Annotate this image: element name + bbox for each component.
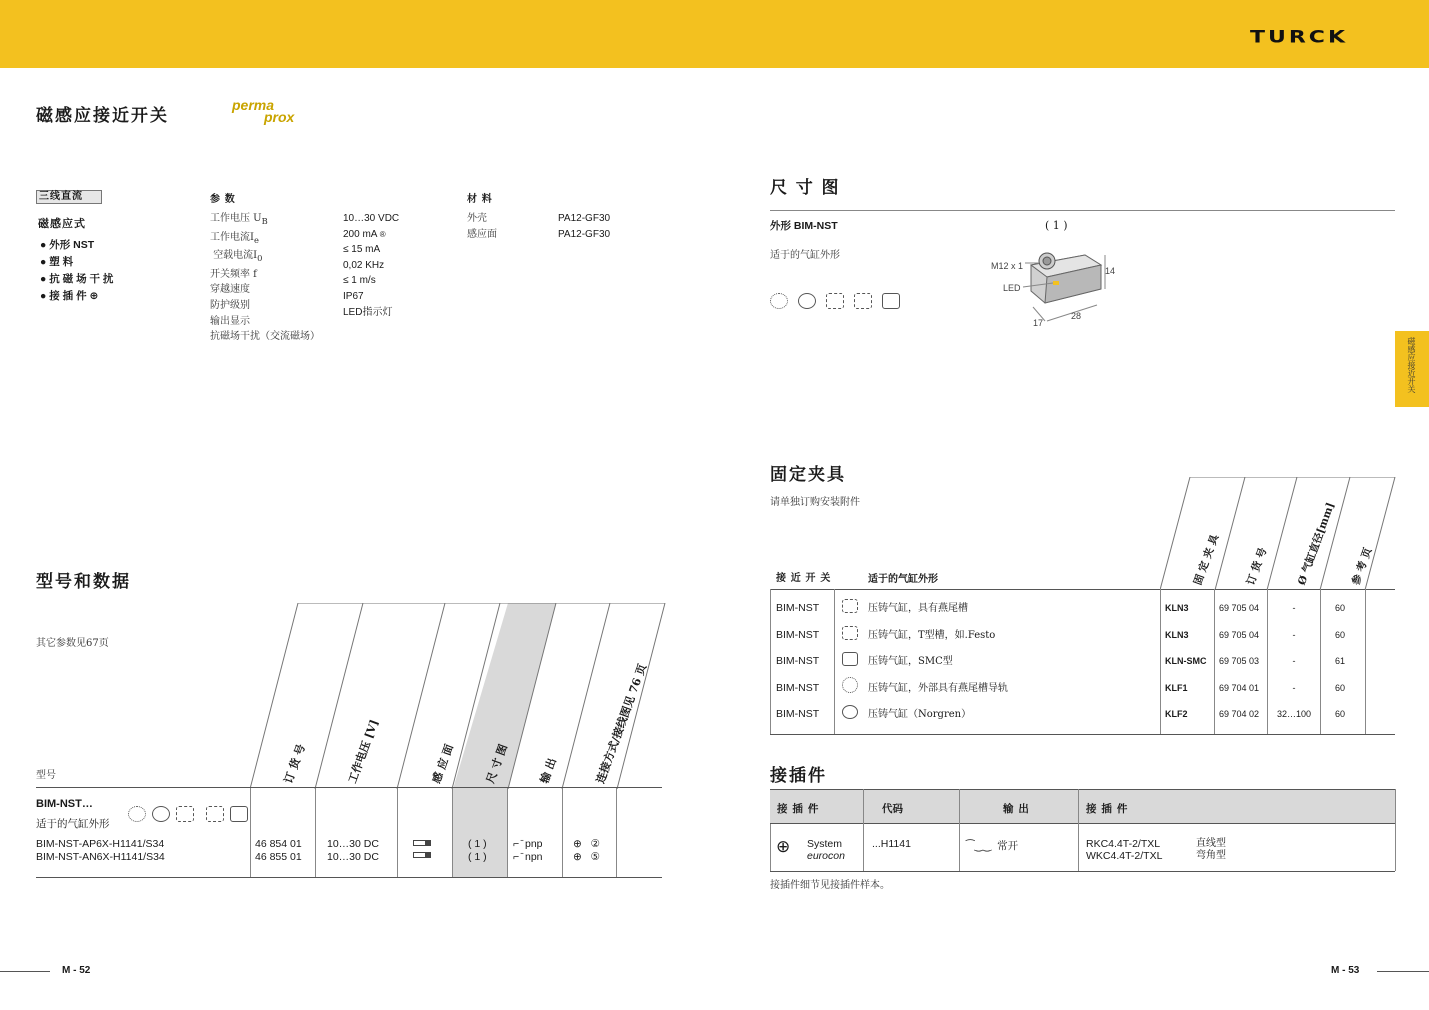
fixture-clamp: KLN3 [1165,603,1189,613]
cylinder-smc-icon [882,293,900,309]
connector-icon: ⊕ [89,290,99,302]
col-divider [1395,789,1396,871]
fixture-pages [1335,595,1345,728]
models-note: 其它参数见67页 [36,638,109,649]
col-divider [397,788,398,877]
feature-item: ● 塑 料 [40,256,74,268]
col-divider [616,788,617,877]
fixture-order: 69 704 01 [1219,682,1260,693]
param-value: 200 mA ® [343,228,386,240]
material-value: PA12-GF30 [558,228,611,240]
fixture-orders [1219,595,1259,728]
material-values [558,211,610,242]
fixture-cyls [868,596,1008,729]
switch-icon: ⌐ ̄ [513,851,523,863]
fixture-cyl: 压铸气缸，SMC型 [868,656,953,667]
table-top-rule [36,787,662,788]
model-name: BIM-NST-AN6X-H1141/S34 [36,851,165,863]
connector-icon: ⊕ [573,838,582,850]
cylinder-smc-icon [230,806,248,822]
fixture-order: 69 705 04 [1219,629,1260,640]
page-title: 磁感应接近开关 [36,106,169,125]
col-divider [507,788,508,877]
feature-item: ● 接 插 件 ⊕ [40,290,99,302]
cylinder-profile-icon [798,293,816,309]
col-divider [1214,589,1215,734]
fixture-cyl-icons [842,597,858,730]
col-header-diameter: Ø 气缸直径[mm] [1295,500,1337,587]
col-divider [959,789,960,871]
fixture-diameter: - [1292,603,1296,613]
label-d14: 14 [1105,266,1116,276]
connectors-footnote: 接插件细节见接插件样本。 [770,880,890,891]
fixture-sensor: BIM-NST [776,602,820,614]
fixtures-col-cyl: 适于的气缸外形 [868,574,938,585]
param-label: 穿越速度 [210,284,250,296]
fixture-clamp: KLF1 [1165,682,1188,693]
type-label: 型号 [36,770,56,781]
fixture-clamps [1165,595,1207,728]
col-divider [1320,589,1321,734]
col-divider [1365,589,1366,734]
dims-rule [770,210,1395,211]
cylinder-tslot-icon [842,626,858,640]
fixture-sensors [776,595,819,728]
fixtures-section-title: 固定夹具 [770,465,846,484]
dims-shape-num: ( 1 ) [1045,219,1068,232]
material-header: 材 料 [467,194,493,205]
table-bottom-rule [36,877,662,878]
model-group-desc: 适于的气缸外形 [36,818,110,830]
fixture-clamp: KLF2 [1165,709,1188,719]
param-value: 0,02 KHz [343,259,385,271]
voltage-values [327,838,379,864]
switch-icon: ⌐ ̄ [513,838,523,850]
col-header-ref-page: 参 考 页 [1349,546,1375,587]
col-header-dimension: 尺 寸 图 [483,742,511,786]
cylinder-profile-icon [152,806,170,822]
col-divider [863,789,864,871]
fixture-clamp: KLN-SMC [1165,656,1207,666]
cable-name: RKC4.4T-2/TXL [1086,838,1161,850]
label-led: LED [1003,283,1021,293]
col-divider [250,788,251,877]
connector-code: ...H1141 [872,838,911,850]
fixtures-top-rule [770,589,1395,590]
fixture-page: 60 [1335,682,1346,693]
fixture-order: 69 705 04 [1219,603,1260,613]
cylinder-shapes [128,806,248,822]
dim-ref: ( 1 ) [468,838,487,850]
material-value: PA12-GF30 [558,213,611,224]
dims-shape-label: 外形 BIM-NST [770,220,838,232]
wiring-ref: ⊕ ② [573,838,600,850]
fixture-sensor: BIM-NST [776,628,820,641]
label-thread: M12 x 1 [991,261,1024,271]
cable-type: 直线型 [1196,838,1226,849]
dim-ref: ( 1 ) [468,851,487,863]
connector-pins-icon: ⊕ [776,837,791,856]
dim-refs [468,838,487,864]
col-header-order: 订 货 号 [281,742,309,786]
param-label: 开关频率 f [210,268,257,280]
label-d17: 17 [1033,318,1044,328]
fixtures-col-sensor: 接 近 开 关 [776,573,832,584]
cylinder-tslot-icon [854,293,872,309]
connectors-bottom-rule [770,871,1395,872]
param-value: ≤ 15 mA [343,244,381,256]
fixture-diameter: 32…100 [1276,709,1312,719]
feature-list [40,237,113,305]
cylinder-square-icon [826,293,844,309]
model-name: BIM-NST-AP6X-H1141/S34 [36,838,165,850]
order-number: 46 854 01 [255,838,302,850]
cylinder-round-icon [842,677,858,693]
fixture-cyl: 压铸气缸，外部具有燕尾槽导轨 [868,682,1008,694]
param-value: ≤ 1 m/s [343,275,376,287]
param-values [343,211,399,320]
cylinder-round-icon [128,806,146,822]
fixture-order: 69 704 02 [1219,709,1260,719]
feature-item: ● 外形 NST [40,239,95,251]
col-divider [315,788,316,877]
feature-item: ● 抗 磁 场 干 扰 [40,273,114,285]
material-labels [467,211,497,242]
output-values [513,838,543,864]
dims-cylinder-shapes [770,293,900,309]
fixture-sensor: BIM-NST [776,655,820,667]
model-group-name: BIM-NST… [36,798,93,810]
connector-icon: ⊕ [573,851,582,863]
brand-logo: TURCK [1250,28,1349,47]
voltage-value: 10…30 DC [327,838,379,850]
col-header-clamp: 固 定 夹 具 [1191,532,1222,587]
cylinder-square-icon [176,806,194,822]
permaprox-logo-line1: perma [232,97,275,113]
fixture-cyl: 压铸气缸（Norgren） [868,709,972,720]
dims-section-title: 尺 寸 图 [770,178,841,197]
order-number: 46 855 01 [255,851,302,863]
param-labels [210,211,320,345]
models-section-title: 型号和数据 [36,572,131,591]
fixture-sensor: BIM-NST [776,708,820,720]
connectors-header: 输 出 [1003,803,1030,815]
fixture-diameter: - [1292,629,1296,640]
normally-open-icon: ⁀‿‿ [966,840,992,852]
param-value: 10…30 VDC [343,213,400,224]
permaprox-logo [232,99,294,123]
col-header-output: 输 出 [537,756,559,786]
col-header-order: 订 货 号 [1244,546,1270,587]
param-label: 输出显示 [210,315,250,327]
system-name: System [807,838,843,850]
col-divider [1160,589,1161,734]
led-marker [1053,281,1059,285]
wiring-refs [573,838,600,864]
col-divider [562,788,563,877]
param-label: 空载电流$I_0$ [213,250,263,264]
system-subname: eurocon [807,850,845,862]
material-label: 感应面 [467,228,497,240]
connector-output: ⁀‿‿ 常开 [966,840,1019,852]
footer-rule [1377,971,1429,972]
col-header-voltage: 工作电压 [V] [345,717,381,786]
fixtures-note: 请单独订购安装附件 [770,497,860,508]
label-d28: 28 [1071,311,1082,321]
model-list [36,838,165,864]
cylinder-tslot-icon [206,806,224,822]
header-bar [0,0,1429,68]
side-tab[interactable] [1395,331,1429,407]
sensing-face-icons [413,840,431,858]
page-number-right: M - 53 [1331,965,1360,976]
col-header-wiring: 连接方式/接线图见 76 页 [593,662,650,786]
voltage-value: 10…30 DC [327,851,379,863]
sensing-title: 磁感应式 [38,218,86,230]
footer-rule [0,971,50,972]
fixture-diameters [1268,595,1320,728]
side-tab-label: 磁感应接近开关 [1407,337,1416,393]
fixture-order: 69 705 03 [1219,656,1260,666]
fixture-diameter: - [1292,656,1296,666]
col-divider [834,589,835,734]
fixture-clamp: KLN3 [1165,629,1189,640]
output-value: ⌐ ̄ pnp [513,838,543,850]
type-badge: 三线直流 [36,190,102,204]
fixture-page: 61 [1335,656,1346,666]
fixture-sensor: BIM-NST [776,681,820,694]
fixture-cyl: 压铸气缸，T型槽，如.Festo [868,629,996,641]
connectors-section-title: 接插件 [770,766,827,785]
fixture-page: 60 [1335,709,1346,719]
page-number-left: M - 52 [62,965,91,976]
connector-system [807,838,845,862]
output-value: ⌐ ̄ npn [513,851,543,863]
dims-cyl-label: 适于的气缸外形 [770,250,840,261]
param-value: IP67 [343,290,364,302]
cable-name: WKC4.4T-2/TXL [1086,850,1163,862]
col-header-sensing-face: 感 应 面 [429,742,457,786]
cylinder-round-icon [770,293,788,309]
cable-types [1196,838,1226,862]
param-label: 防护级别 [210,299,250,311]
col-divider [770,589,771,734]
fixture-diameter: - [1292,682,1296,693]
col-divider [452,788,453,877]
param-header: 参 数 [210,194,236,205]
param-label: 工作电流$I_e$ [210,231,259,245]
cable-type: 弯角型 [1196,850,1226,861]
param-value: LED指示灯 [343,306,393,318]
material-label: 外壳 [467,213,487,224]
sensing-face-icon [413,852,431,858]
param-label: 工作电压 $U_B$ [210,213,268,226]
permaprox-logo-line2: prox [264,109,295,125]
order-numbers [255,838,302,864]
fixture-cyl: 压铸气缸，具有燕尾槽 [868,603,968,614]
connectors-header: 接 插 件 [1086,803,1129,815]
sensing-face-icon [413,840,431,846]
fixture-page: 60 [1335,603,1346,613]
fixture-page: 60 [1335,629,1346,640]
connectors-header: 接 插 件 [777,803,820,815]
wiring-ref: ⊕ ⑤ [573,851,600,863]
param-label: 抗磁场干扰（交流磁场） [210,331,320,343]
fixtures-bottom-rule [770,734,1395,735]
connectors-header: 代码 [882,803,903,815]
cylinder-square-icon [842,599,858,613]
col-divider [770,824,771,871]
cylinder-profile-icon [842,705,858,719]
cable-names [1086,838,1162,862]
col-divider [1078,789,1079,871]
cylinder-smc-icon [842,652,858,666]
short-circuit-icon: ® [379,229,386,239]
